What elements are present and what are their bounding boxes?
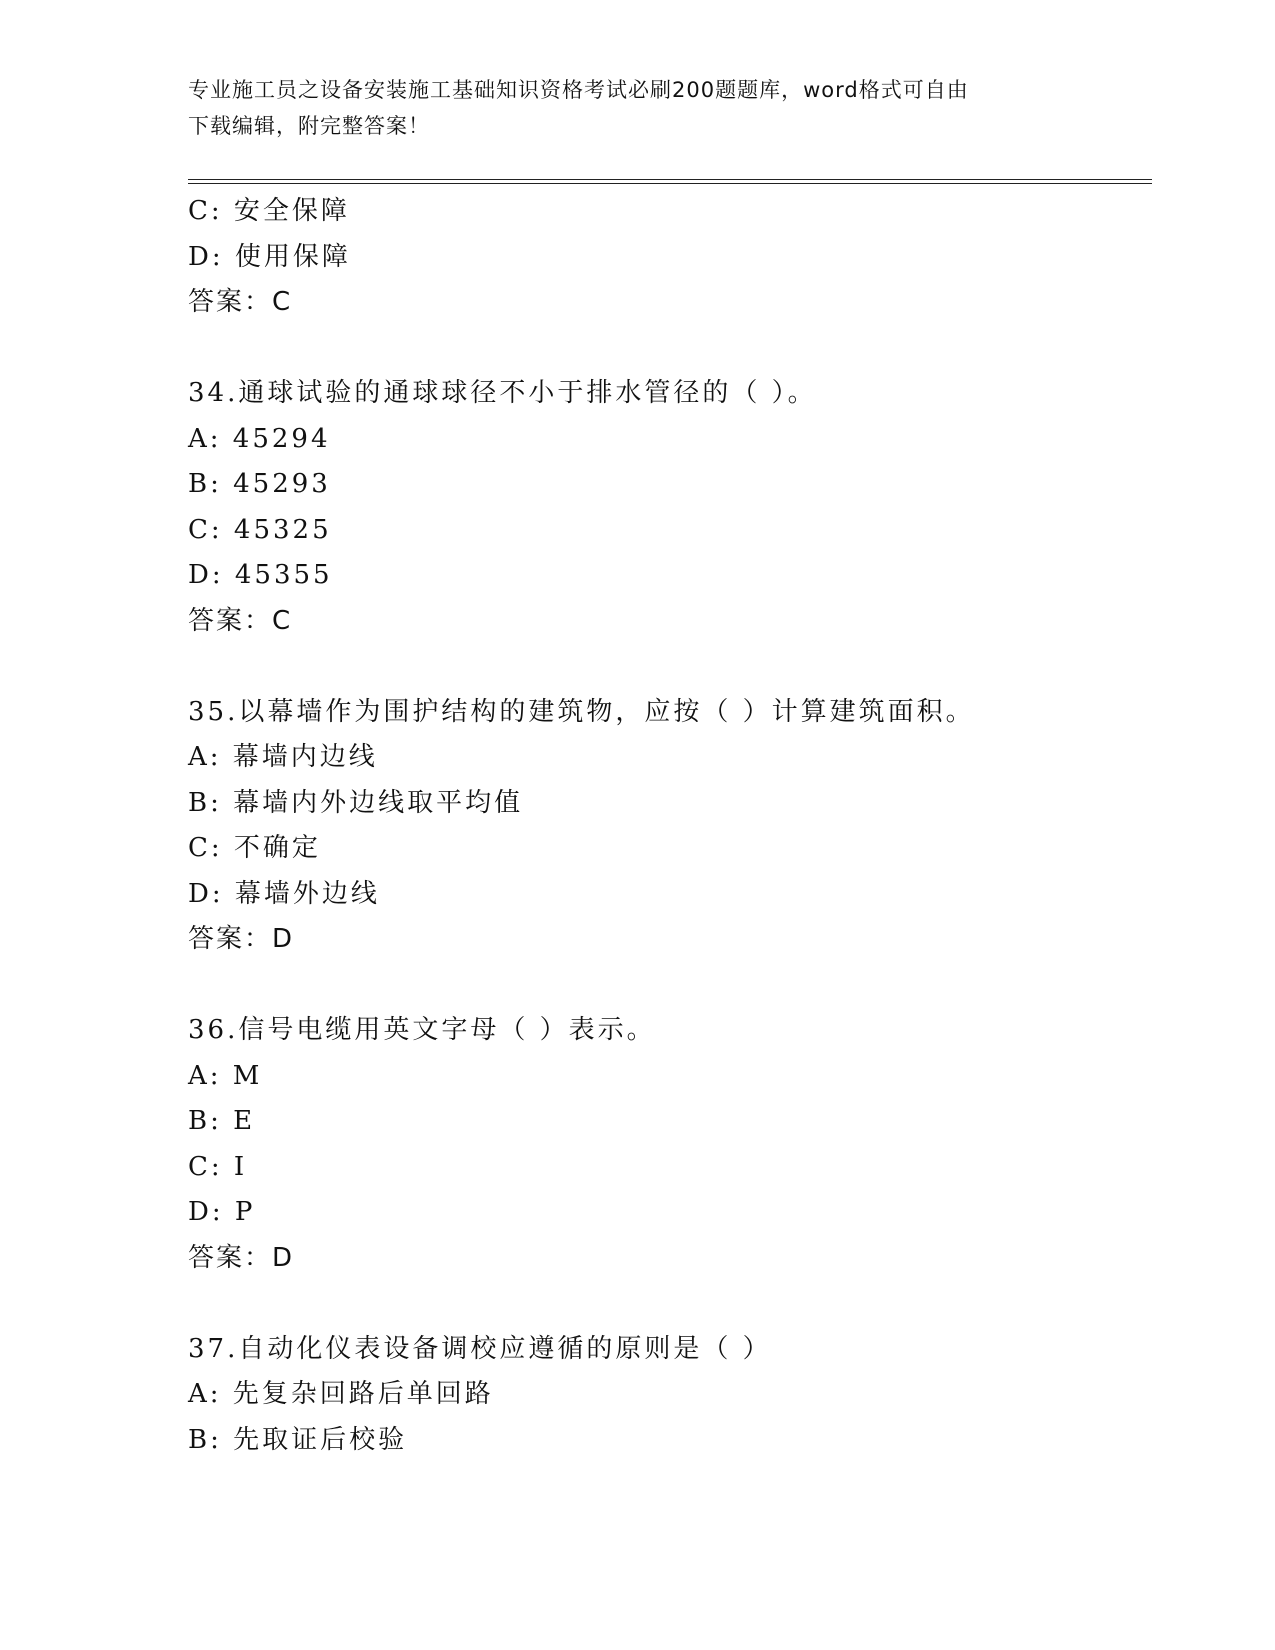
answer: 答案：C (188, 287, 293, 317)
option-c: C: 不确定 (188, 833, 321, 863)
answer: 答案：D (188, 924, 295, 954)
option-a: A: M (188, 1060, 263, 1091)
document-header (188, 72, 1068, 144)
question-37: 37.自动化仪表设备调校应遵循的原则是（ ） (188, 1333, 772, 1364)
header-divider-top (188, 179, 1152, 180)
question-34: 34.通球试验的通球球径不小于排水管径的（ ）。 (188, 378, 817, 408)
option-b: B: E (188, 1106, 256, 1136)
question-35: 35.以幕墙作为围护结构的建筑物，应按（ ）计算建筑面积。 (188, 696, 975, 727)
answer: 答案：D (188, 1242, 295, 1273)
option-c: C: I (188, 1151, 248, 1182)
header-line-2: 下载编辑，附完整答案！ (188, 114, 430, 138)
option-d: D: 45355 (188, 560, 333, 590)
option-c: C: 45325 (188, 514, 332, 545)
header-line-1: 专业施工员之设备安装施工基础知识资格考试必刷200题题库，word格式可自由 (188, 78, 969, 102)
option-a: A: 45294 (188, 423, 331, 454)
option-d: D: 幕墙外边线 (188, 878, 380, 909)
answer: 答案：C (188, 605, 293, 636)
question-36: 36.信号电缆用英文字母（ ）表示。 (188, 1015, 656, 1045)
question-list (188, 189, 1148, 1463)
option-a: A: 幕墙内边线 (188, 742, 378, 772)
option-d: D: 使用保障 (188, 241, 351, 272)
option-d: D: P (188, 1197, 256, 1227)
option-b: B: 幕墙内外边线取平均值 (188, 787, 524, 818)
option-a: A: 先复杂回路后单回路 (188, 1379, 494, 1409)
option-c: C: 安全保障 (188, 196, 350, 226)
option-b: B: 45293 (188, 469, 331, 499)
option-b: B: 先取证后校验 (188, 1424, 408, 1455)
header-divider-bottom (188, 183, 1152, 184)
